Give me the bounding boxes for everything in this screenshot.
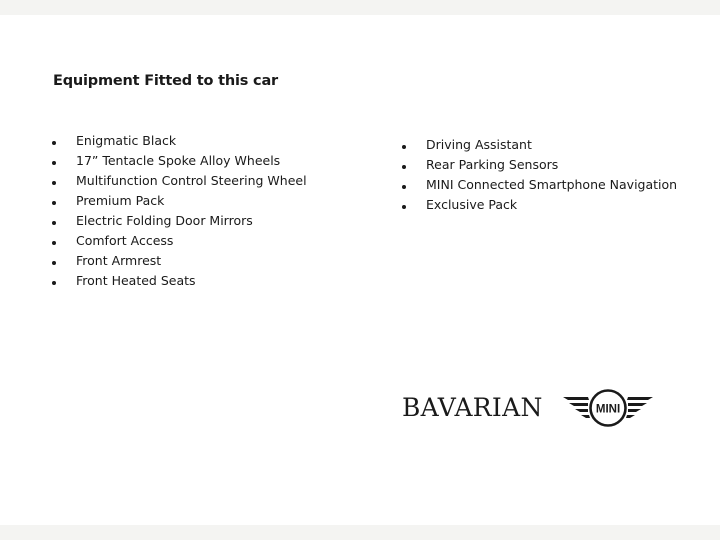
equipment-list-right bbox=[402, 135, 677, 215]
list-item: 17” Tentacle Spoke Alloy Wheels bbox=[52, 151, 307, 171]
document-page bbox=[0, 15, 720, 525]
list-item: Driving Assistant bbox=[402, 135, 677, 155]
list-item: Front Heated Seats bbox=[52, 271, 307, 291]
mini-badge-text: MINI bbox=[595, 403, 620, 416]
list-item: Front Armrest bbox=[52, 251, 307, 271]
mini-wings-logo-icon bbox=[563, 386, 653, 430]
list-item: Multifunction Control Steering Wheel bbox=[52, 171, 307, 191]
equipment-list-left bbox=[52, 131, 307, 291]
list-item: Premium Pack bbox=[52, 191, 307, 211]
dealer-name: BAVARIAN bbox=[402, 393, 543, 422]
dealer-logo bbox=[402, 386, 653, 430]
list-item: Exclusive Pack bbox=[402, 195, 677, 215]
list-item: MINI Connected Smartphone Navigation bbox=[402, 175, 677, 195]
list-item: Rear Parking Sensors bbox=[402, 155, 677, 175]
page-title: Equipment Fitted to this car bbox=[53, 73, 278, 89]
list-item: Enigmatic Black bbox=[52, 131, 307, 151]
list-item: Comfort Access bbox=[52, 231, 307, 251]
list-item: Electric Folding Door Mirrors bbox=[52, 211, 307, 231]
